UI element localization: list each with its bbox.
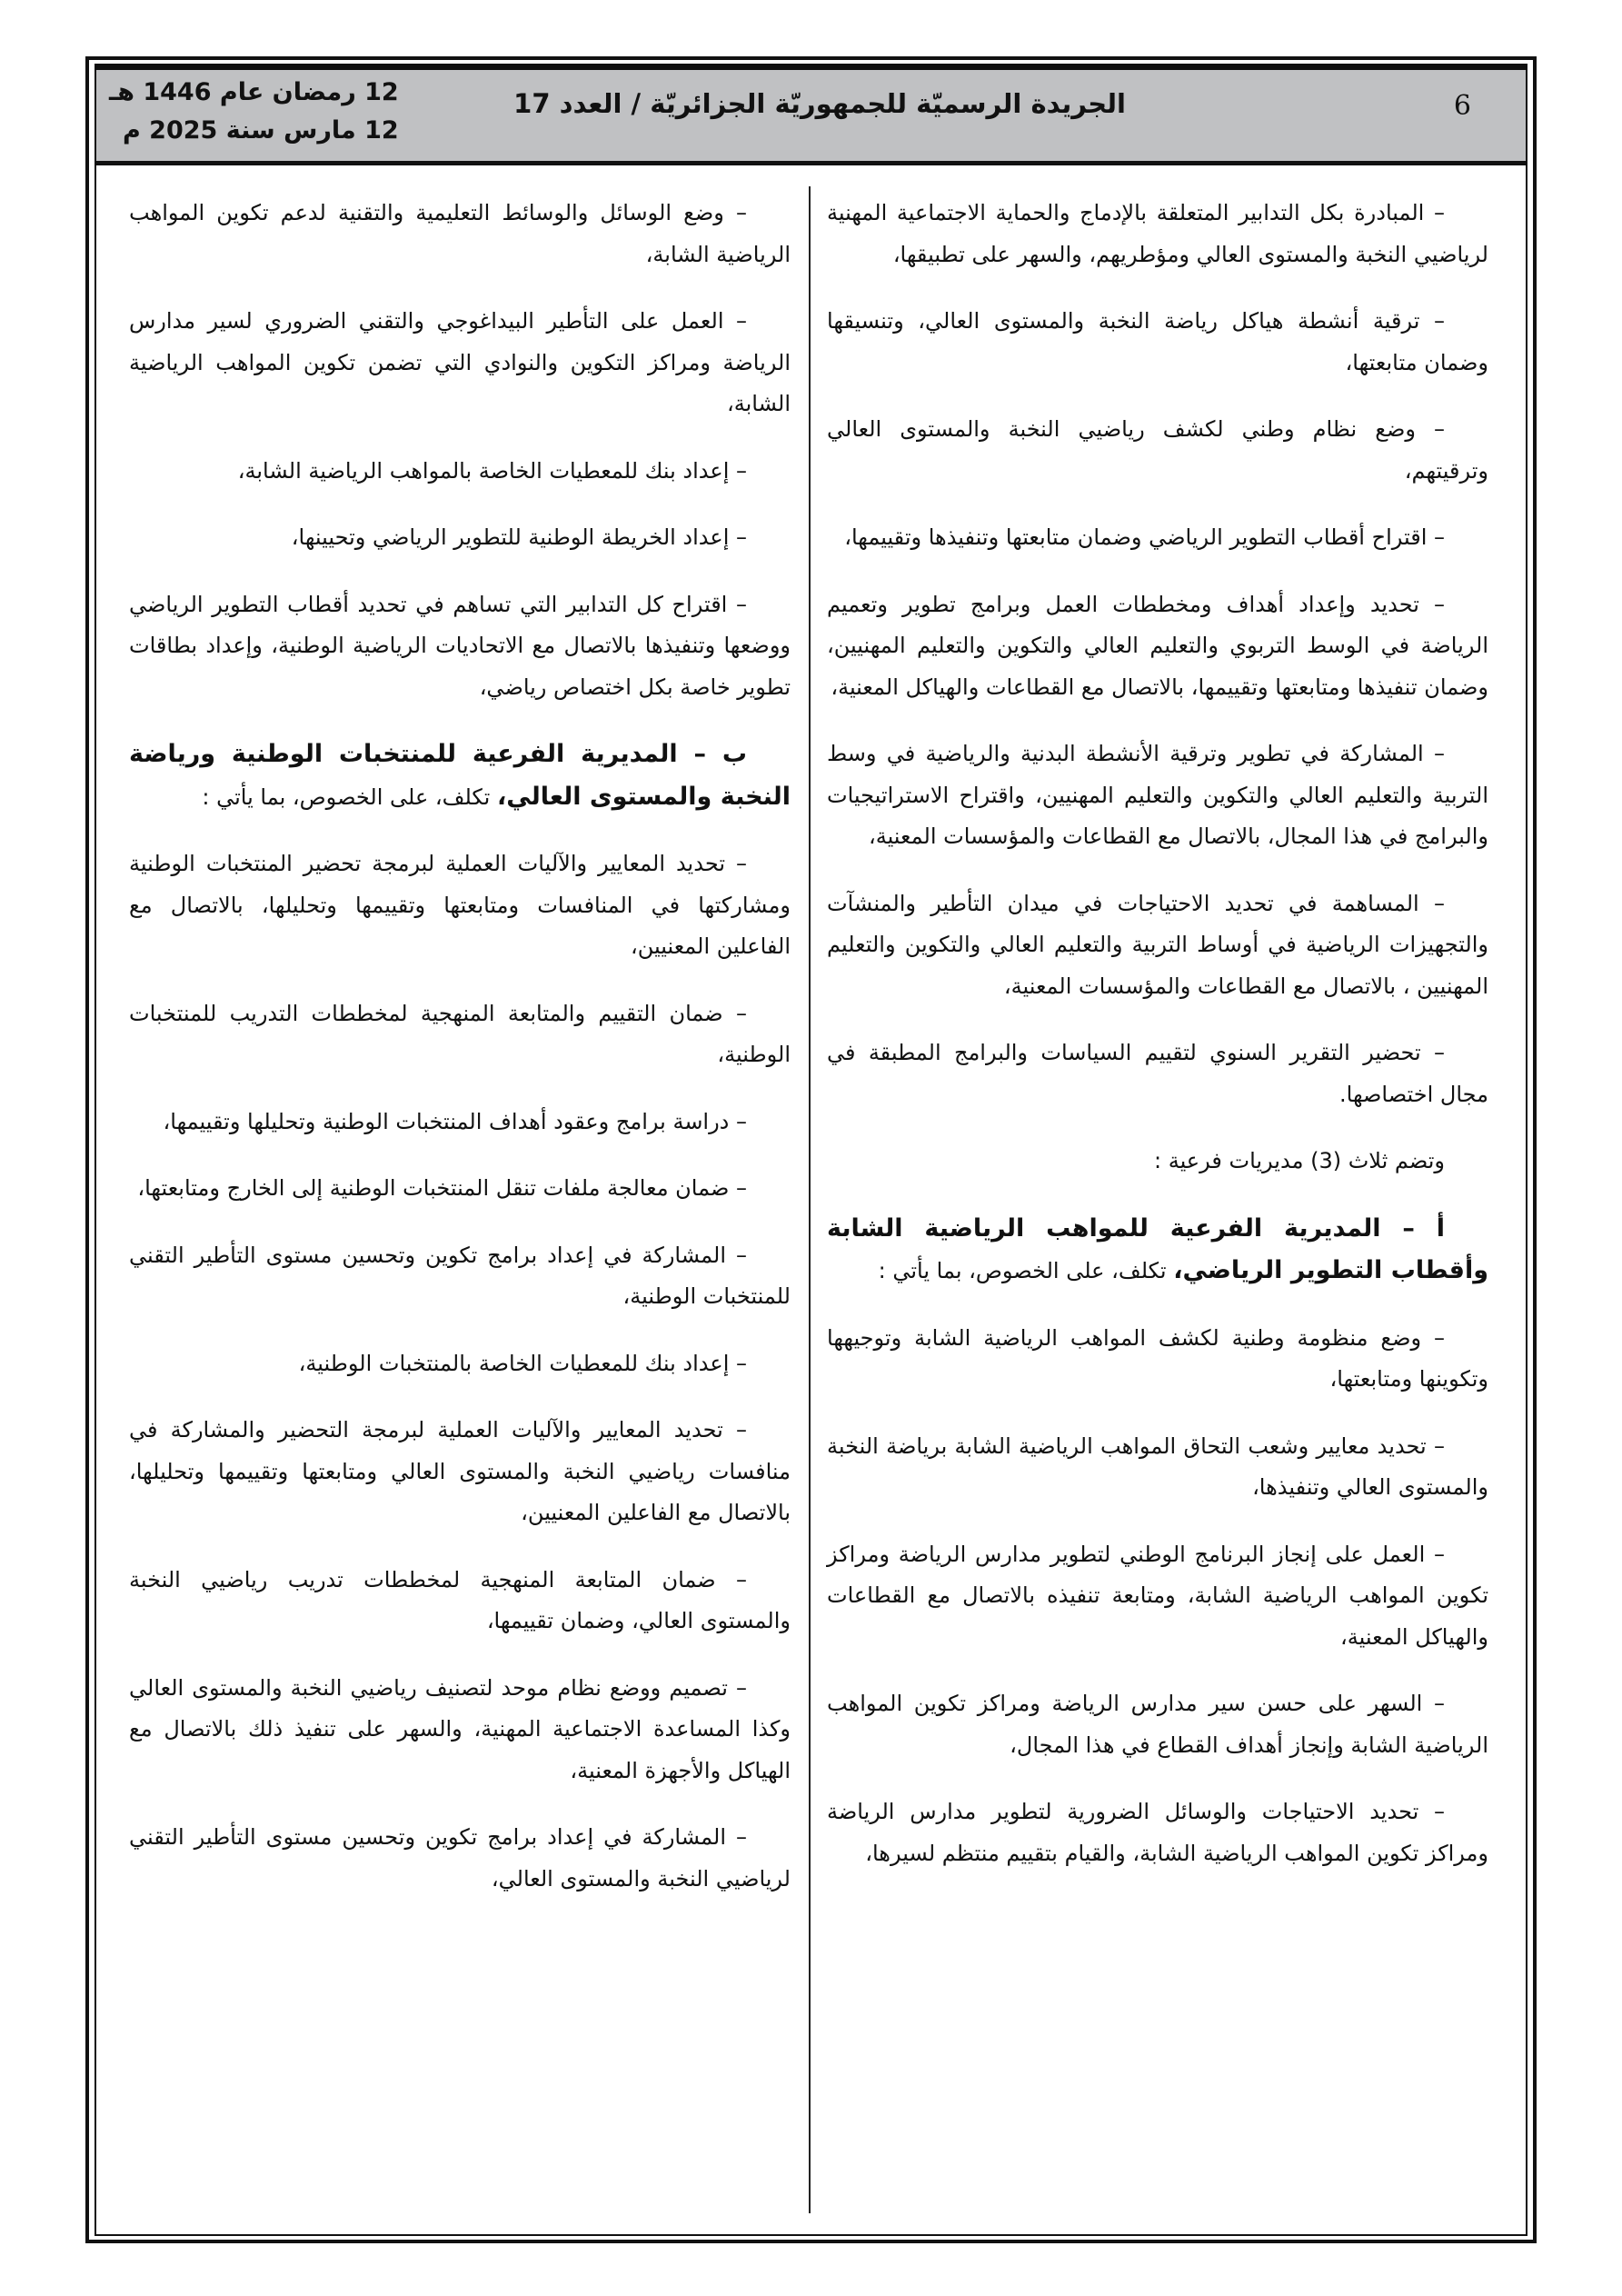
page-header — [96, 65, 1526, 165]
list-item: – اقتراح كل التدابير التي تساهم في تحديد أقطاب التطوير الرياضي ووضعها وتنفيذها بالاتصال مع الاتحاديات الرياضية الوطنية، وإعداد بطاقات تطوير خاصة بكل اختصاص رياضي، — [129, 591, 791, 700]
gregorian-date: 12 مارس سنة 2025 م — [122, 116, 399, 145]
heading-b-rest: تكلف، على الخصوص، بما يأتي : — [202, 784, 497, 810]
list-item: – تحديد المعايير والآليات العملية لبرمجة تحضير المنتخبات الوطنية ومشاركتها في المنافسات ومتابعتها وتقييمها وتحليلها، بالاتصال مع الفاعلين المعنيين، — [129, 851, 791, 959]
right-column — [827, 193, 1488, 1900]
subdirectorates-intro: وتضم ثلاث (3) مديريات فرعية : — [1153, 1148, 1445, 1173]
heading-subdirectorate-a — [827, 1208, 1488, 1293]
list-item: – وضع الوسائل والوسائط التعليمية والتقنية لدعم تكوين المواهب الرياضية الشابة، — [129, 200, 791, 267]
list-item: – المشاركة في إعداد برامج تكوين وتحسين مستوى التأطير التقني للمنتخبات الوطنية، — [129, 1242, 791, 1309]
list-item: – السهر على حسن سير مدارس الرياضة ومراكز تكوين المواهب الرياضية الشابة وإنجاز أهداف القطاع في هذا المجال، — [827, 1691, 1488, 1758]
list-item: – إعداد بنك للمعطيات الخاصة بالمواهب الرياضية الشابة، — [237, 457, 747, 484]
list-item: – إعداد الخريطة الوطنية للتطوير الرياضي وتحيينها، — [291, 524, 747, 550]
list-item: – تحضير التقرير السنوي لتقييم السياسات والبرامج المطبقة في مجال اختصاصها. — [827, 1040, 1488, 1107]
heading-subdirectorate-b — [129, 734, 791, 818]
list-item: – تحديد وإعداد أهداف ومخططات العمل وبرامج تطوير وتعميم الرياضة في الوسط التربوي والتعليم العالي والتكوين والتعليم المهنيين، وضمان تنفيذها ومتابعتها وتقييمها، بالاتصال مع القطاعات والهياكل المعنية، — [827, 591, 1488, 700]
list-item: – ضمان التقييم والمتابعة المنهجية لمخططات التدريب للمنتخبات الوطنية، — [129, 1000, 791, 1067]
list-item: – تحديد المعايير والآليات العملية لبرمجة التحضير والمشاركة في منافسات رياضيي النخبة والمستوى العالي ومتابعتها وتقييمها وتحليلها، بالاتصال مع الفاعلين المعنيين، — [129, 1417, 791, 1525]
list-item: – تحديد معايير وشعب التحاق المواهب الرياضية الشابة برياضة النخبة والمستوى العالي وتنفيذها، — [827, 1433, 1488, 1500]
list-item: – المبادرة بكل التدابير المتعلقة بالإدماج والحماية الاجتماعية المهنية لرياضيي النخبة والمستوى العالي ومؤطريهم، والسهر على تطبيقها، — [827, 200, 1488, 267]
left-column — [129, 193, 791, 1925]
list-item: – وضع نظام وطني لكشف رياضيي النخبة والمستوى العالي وترقيتهم، — [827, 416, 1488, 484]
list-item: – تصميم ووضع نظام موحد لتصنيف رياضيي النخبة والمستوى العالي وكذا المساعدة الاجتماعية المهنية، والسهر على تنفيذ ذلك بالاتصال مع الهياكل والأجهزة المعنية، — [129, 1674, 791, 1783]
issue-date — [109, 74, 399, 150]
list-item: – ترقية أنشطة هياكل رياضة النخبة والمستوى العالي، وتنسيقها وضمان متابعتها، — [827, 308, 1488, 375]
list-item: – المساهمة في تحديد الاحتياجات في ميدان التأطير والمنشآت والتجهيزات الرياضية في أوساط التربية والتعليم العالي والتكوين والتعليم المهنيين ، بالاتصال مع القطاعات والمؤسسات المعنية، — [827, 890, 1488, 999]
heading-b-title: ب – المديرية الفرعية للمنتخبات الوطنية ورياضة النخبة والمستوى العالي، — [129, 740, 791, 811]
list-item: – وضع منظومة وطنية لكشف المواهب الرياضية الشابة وتوجيهها وتكوينها ومتابعتها، — [827, 1324, 1488, 1392]
heading-a-rest: تكلف، على الخصوص، بما يأتي : — [878, 1258, 1174, 1283]
list-item: – إعداد بنك للمعطيات الخاصة بالمنتخبات الوطنية، — [298, 1350, 747, 1376]
list-item: – تحديد الاحتياجات والوسائل الضرورية لتطوير مدارس الرياضة ومراكز تكوين المواهب الرياضية الشابة، والقيام بتقييم منتظم لسيرها، — [827, 1799, 1488, 1866]
list-item: – المشاركة في إعداد برامج تكوين وتحسين مستوى التأطير التقني لرياضيي النخبة والمستوى العالي، — [129, 1824, 791, 1892]
list-item: – ضمان المتابعة المنهجية لمخططات تدريب رياضيي النخبة والمستوى العالي، وضمان تقييمها، — [129, 1566, 791, 1633]
list-item: – اقتراح أقطاب التطوير الرياضي وضمان متابعتها وتنفيذها وتقييمها، — [844, 524, 1445, 550]
column-divider — [809, 186, 811, 2213]
hijri-date: 12 رمضان عام 1446 هـ — [109, 78, 399, 106]
gazette-title: الجريدة الرسميّة للجمهوريّة الجزائريّة / العدد 17 — [513, 88, 1126, 119]
list-item: – دراسة برامج وعقود أهداف المنتخبات الوطنية وتحليلها وتقييمها، — [163, 1108, 747, 1134]
list-item: – العمل على التأطير البيداغوجي والتقني الضروري لسير مدارس الرياضة ومراكز التكوين والنوادي التي تضمن تكوين المواهب الرياضية الشابة، — [129, 308, 791, 416]
page-number: 6 — [1453, 90, 1471, 122]
list-item: – المشاركة في تطوير وترقية الأنشطة البدنية والرياضية في وسط التربية والتعليم العالي والتكوين والتعليم المهنيين، واقتراح الاستراتيجيات والبرامج في هذا المجال، بالاتصال مع القطاعات والمؤسسات المعنية، — [827, 741, 1488, 849]
list-item: – العمل على إنجاز البرنامج الوطني لتطوير مدارس الرياضة ومراكز تكوين المواهب الرياضية الشابة، ومتابعة تنفيذه بالاتصال مع القطاعات والهياكل المعنية، — [827, 1541, 1488, 1650]
heading-a-title: أ – المديرية الفرعية للمواهب الرياضية الشابة وأقطاب التطوير الرياضي، — [827, 1213, 1488, 1284]
list-item: – ضمان معالجة ملفات تنقل المنتخبات الوطنية إلى الخارج ومتابعتها، — [137, 1175, 747, 1201]
